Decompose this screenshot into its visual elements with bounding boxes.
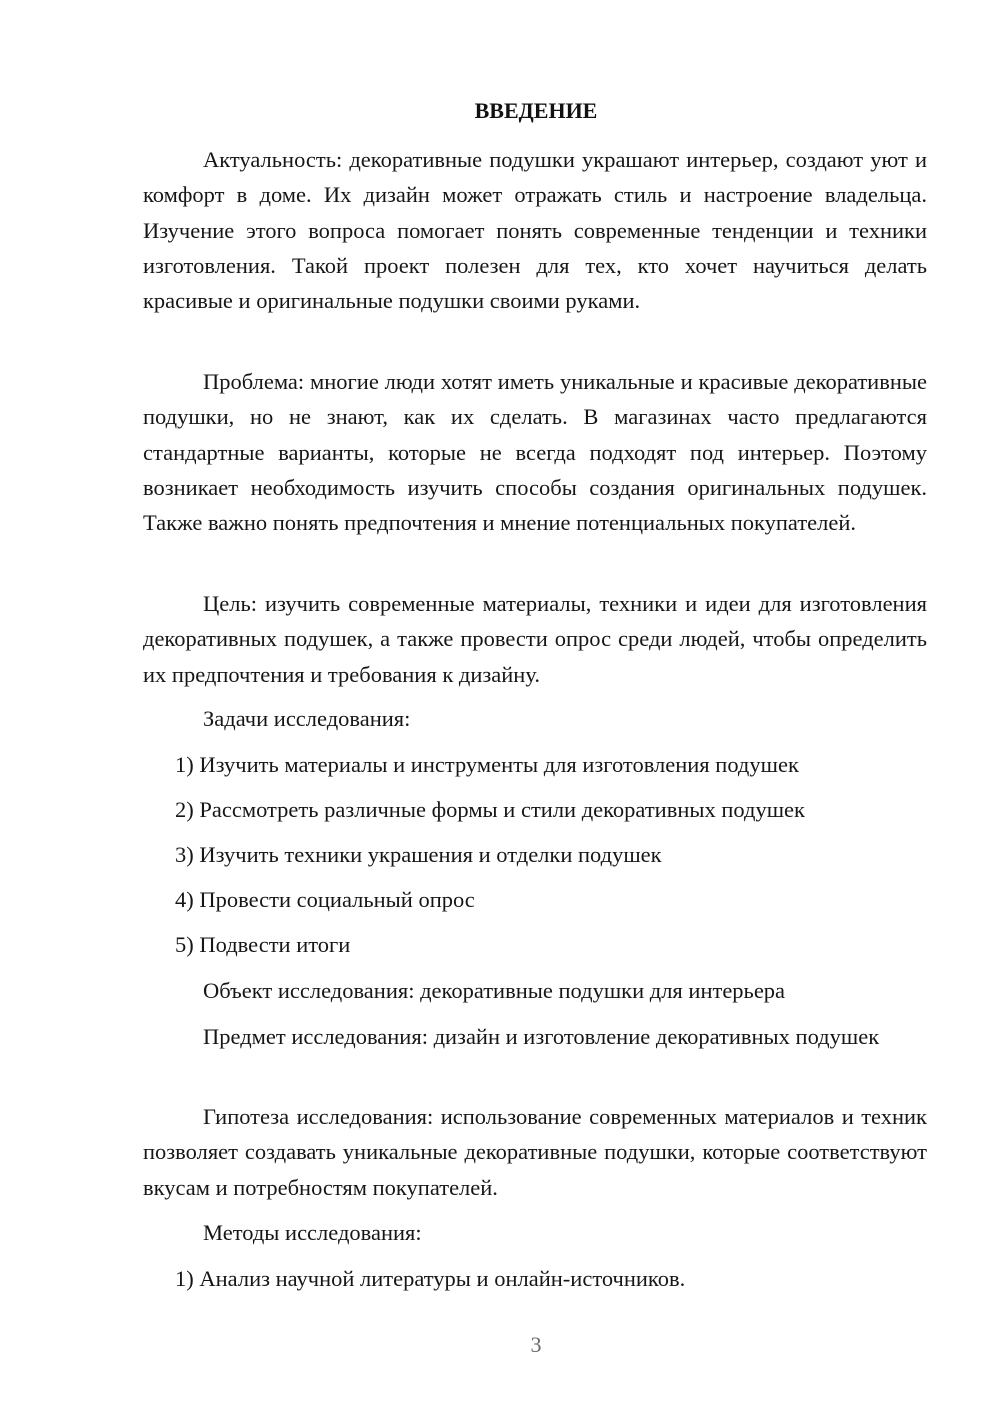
task-item: 2) Рассмотреть различные формы и стили декоративных подушек (175, 797, 805, 822)
task-item: 4) Провести социальный опрос (175, 887, 475, 912)
task-item: 3) Изучить техники украшения и отделки подушек (175, 842, 662, 867)
page-title: ВВЕДЕНИЕ (474, 98, 598, 123)
object-paragraph: Объект исследования: декоративные подушки для интерьера (203, 978, 786, 1003)
method-item: 1) Анализ научной литературы и онлайн-источников. (175, 1266, 686, 1291)
subject-paragraph: Предмет исследования: дизайн и изготовление декоративных подушек (203, 1024, 880, 1049)
task-item: 1) Изучить материалы и инструменты для изготовления подушек (175, 752, 799, 777)
page-number: 3 (530, 1332, 542, 1357)
relevance-paragraph: Актуальность: декоративные подушки украшают интерьер, создают уют и комфорт в доме. Их дизайн может отражать стиль и настроение владельца. Изучение этого вопроса помогает понять современные тенденции и техники изготовления. Такой проект полезен для тех, кто хочет научиться делать красивые и оригинальные подушки своими руками. (143, 147, 927, 314)
methods-heading: Методы исследования: (203, 1220, 422, 1245)
task-item: 5) Подвести итоги (175, 932, 351, 957)
hypothesis-paragraph: Гипотеза исследования: использование современных материалов и техник позволяет создавать уникальные декоративные подушки, которые соответствуют вкусам и потребностям покупателей. (143, 1104, 927, 1200)
tasks-heading: Задачи исследования: (203, 706, 411, 731)
problem-paragraph: Проблема: многие люди хотят иметь уникальные и красивые декоративные подушки, но не знают, как их сделать. В магазинах часто предлагаются стандартные варианты, которые не всегда подходят под интерьер. Поэтому возникает необходимость изучить способы создания оригинальных подушек. Также важно понять предпочтения и мнение потенциальных покупателей. (143, 369, 927, 536)
goal-paragraph: Цель: изучить современные материалы, техники и идеи для изготовления декоративных подушек, а также провести опрос среди людей, чтобы определить их предпочтения и требования к дизайну. (143, 591, 927, 687)
